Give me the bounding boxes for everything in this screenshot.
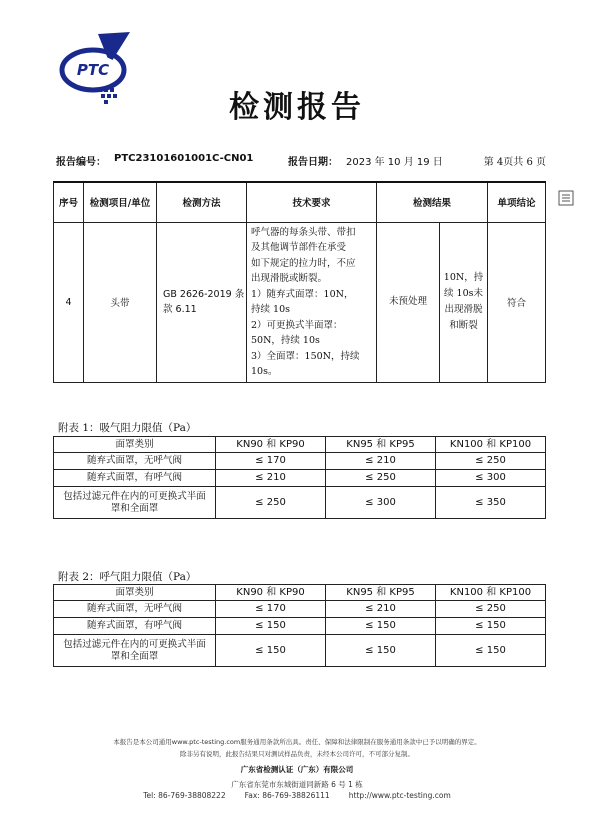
row-label: 包括过滤元件在内的可更换式半面罩和全面罩 (54, 635, 216, 667)
appendix-2-table (53, 584, 546, 667)
document-scan-icon[interactable] (558, 190, 574, 206)
value-cell: ≤ 150 (326, 618, 436, 635)
value-cell: ≤ 150 (436, 618, 546, 635)
value-cell: ≤ 150 (326, 635, 436, 667)
value-cell: ≤ 250 (436, 453, 546, 470)
header-cell: KN100 和 KP100 (436, 437, 546, 453)
req-line: 呼气器的每条头带、带扣 (251, 226, 356, 238)
table-row (54, 453, 546, 470)
value-cell: ≤ 210 (326, 601, 436, 618)
report-number: PTC23101601001C-CN01 (114, 153, 254, 164)
row-label: 随弃式面罩，有呼气阀 (54, 618, 216, 635)
header-method: 检测方法 (157, 182, 247, 222)
header-cell: 面罩类别 (54, 437, 216, 453)
header-cell: 面罩类别 (54, 585, 216, 601)
value-cell: ≤ 150 (216, 618, 326, 635)
value-cell: ≤ 150 (436, 635, 546, 667)
req-line: 出现滑脱或断裂。 (251, 273, 328, 284)
req-line: 持续 10s (251, 304, 290, 315)
req-line: 如下规定的拉力时，不应 (251, 257, 356, 269)
table-row (54, 470, 546, 487)
req-line: 3）全面罩：150N，持续 (251, 350, 360, 362)
header-seq: 序号 (54, 182, 84, 222)
value-cell: ≤ 350 (436, 487, 546, 519)
value-cell: ≤ 210 (326, 453, 436, 470)
table-row (54, 618, 546, 635)
report-date-label: 报告日期： (288, 157, 338, 168)
report-number-label: 报告编号： (56, 157, 106, 168)
table-row (54, 635, 546, 667)
cell-result-outcome: 10N，持续 10s未出现滑脱和断裂 (440, 222, 488, 382)
page-title: 检测报告 (229, 90, 365, 125)
req-line: 50N，持续 10s (251, 335, 320, 346)
req-line: 及其他调节部件在承受 (251, 242, 347, 253)
value-cell: ≤ 250 (216, 487, 326, 519)
header-cell: KN100 和 KP100 (436, 585, 546, 601)
footer-company: 广东省检测认证（广东）有限公司 (240, 765, 354, 774)
value-cell: ≤ 150 (216, 635, 326, 667)
footer-terms: 本报告是本公司通用www.ptc-testing.com服务通用条款所出具。责任、保障和法律限制在服务通用条款中已予以明确的界定。 (113, 738, 481, 746)
header-conclusion: 单项结论 (488, 182, 546, 222)
footer-disclaimer: 除非另有说明，此报告结果只对测试样品负责，未经本公司许可，不可部分复制。 (180, 750, 414, 758)
cell-method: GB 2626-2019 条款 6.11 (157, 222, 247, 382)
row-label: 随弃式面罩，无呼气阀 (54, 453, 216, 470)
cell-item: 头带 (84, 222, 157, 382)
header-cell: KN95 和 KP95 (326, 585, 436, 601)
logo-text: PTC (76, 61, 110, 79)
row-label: 随弃式面罩，无呼气阀 (54, 601, 216, 618)
header-item: 检测项目/单位 (84, 182, 157, 222)
appendix-1-title: 附表 1：吸气阻力限值（Pa） (58, 422, 197, 434)
footer-contact: Tel: 86-769-38808222 Fax: 86-769-38826111 http://www.ptc-testing.com (143, 791, 451, 800)
footer-address: 广东省东莞市东城街道同新路 6 号 1 栋 (231, 780, 363, 789)
cell-seq: 4 (54, 222, 84, 382)
table-row (54, 487, 546, 519)
header-requirement: 技术要求 (247, 182, 377, 222)
table-row (54, 601, 546, 618)
row-label: 随弃式面罩，有呼气阀 (54, 470, 216, 487)
header-result: 检测结果 (377, 182, 488, 222)
appendix-1-table (53, 436, 546, 519)
req-line: 1）随弃式面罩：10N， (251, 288, 354, 300)
appendix-2-title: 附表 2：呼气阻力限值（Pa） (58, 571, 197, 583)
cell-result-condition: 未预处理 (377, 222, 440, 382)
value-cell: ≤ 210 (216, 470, 326, 487)
value-cell: ≤ 250 (436, 601, 546, 618)
req-line: 2）可更换式半面罩： (251, 319, 343, 331)
header-cell: KN90 和 KP90 (216, 437, 326, 453)
page-indicator: 第 4页共 6 页 (483, 157, 546, 168)
value-cell: ≤ 250 (326, 470, 436, 487)
value-cell: ≤ 300 (326, 487, 436, 519)
cell-requirement (247, 222, 377, 382)
value-cell: ≤ 170 (216, 453, 326, 470)
row-label: 包括过滤元件在内的可更换式半面罩和全面罩 (54, 487, 216, 519)
report-date: 2023 年 10 月 19 日 (346, 157, 443, 168)
test-results-table (53, 181, 546, 383)
table-row (54, 222, 546, 382)
value-cell: ≤ 300 (436, 470, 546, 487)
header-cell: KN95 和 KP95 (326, 437, 436, 453)
req-line: 10s。 (251, 366, 278, 377)
report-meta (56, 153, 546, 167)
header-cell: KN90 和 KP90 (216, 585, 326, 601)
cell-conclusion: 符合 (488, 222, 546, 382)
value-cell: ≤ 170 (216, 601, 326, 618)
